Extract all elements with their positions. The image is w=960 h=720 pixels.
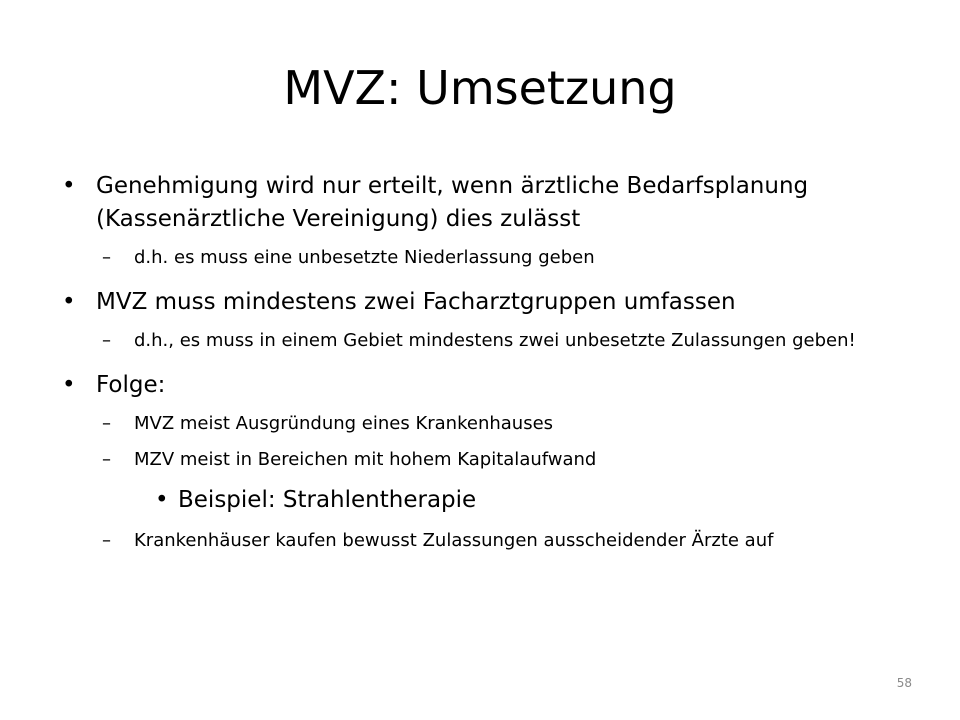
sub-sub-bullet-item — [62, 484, 912, 517]
sub-bullet-item — [62, 327, 912, 355]
page-number: 58 — [896, 676, 912, 690]
sub-bullet-item — [62, 244, 912, 272]
sub-bullet-item — [62, 527, 912, 555]
dash-marker: – — [102, 247, 111, 268]
slide-title: MVZ: Umsetzung — [283, 61, 677, 115]
sub-sub-bullet-text: Beispiel: Strahlentherapie — [178, 487, 477, 513]
dash-marker: – — [102, 330, 111, 351]
bullet-text: Folge: — [96, 372, 166, 398]
slide-content — [62, 170, 912, 555]
sub-bullet-item — [62, 446, 912, 474]
dash-marker: – — [102, 530, 111, 551]
sub-bullet-item — [62, 410, 912, 438]
bullet-item — [62, 286, 912, 319]
bullet-item — [62, 170, 912, 236]
sub-bullet-text: MZV meist in Bereichen mit hohem Kapitalaufwand — [134, 449, 597, 470]
bullet-text: MVZ muss mindestens zwei Facharztgruppen umfassen — [96, 289, 736, 315]
bullet-marker: • — [62, 173, 76, 199]
bullet-marker: • — [62, 372, 76, 398]
bullet-item — [62, 369, 912, 402]
sub-bullet-text: d.h. es muss eine unbesetzte Niederlassung geben — [134, 247, 595, 268]
sub-bullet-text: Krankenhäuser kaufen bewusst Zulassungen ausscheidender Ärzte auf — [134, 530, 774, 551]
bullet-marker: • — [62, 289, 76, 315]
bullet-marker: • — [155, 487, 169, 513]
sub-bullet-text: MVZ meist Ausgründung eines Krankenhauses — [134, 413, 554, 434]
bullet-text: Genehmigung wird nur erteilt, wenn ärztliche Bedarfsplanung (Kassenärztliche Vereinigung) dies zulässt — [96, 173, 809, 232]
dash-marker: – — [102, 413, 111, 434]
dash-marker: – — [102, 449, 111, 470]
sub-bullet-text: d.h., es muss in einem Gebiet mindestens zwei unbesetzte Zulassungen geben! — [134, 330, 856, 351]
